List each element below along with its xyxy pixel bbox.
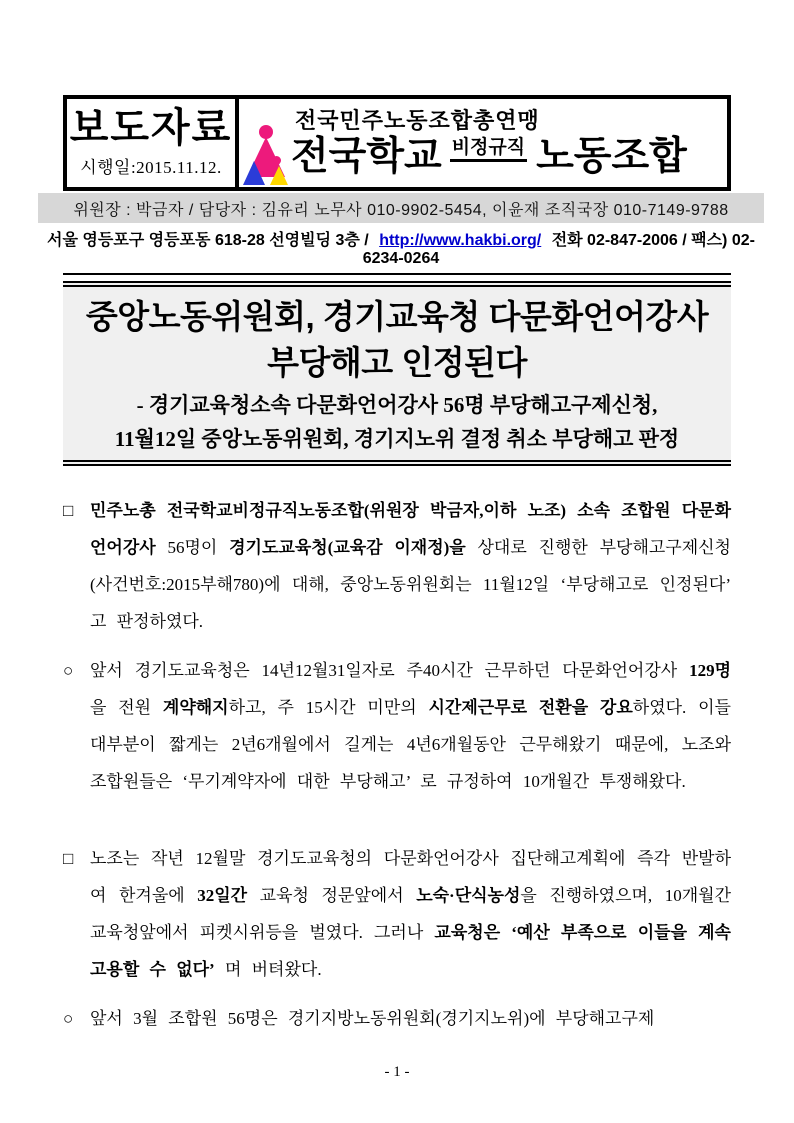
contact-bar: 위원장 : 박금자 / 담당자 : 김유리 노무사 010-9902-5454, 이윤재 조직국장 010-7149-9788: [38, 193, 764, 223]
emphasized-text: 계약해지: [162, 698, 229, 717]
body-text-segment: 며 버텨왔다.: [214, 960, 322, 979]
paragraph-bullet: □: [63, 501, 74, 520]
paragraph-bullet: ○: [63, 1009, 74, 1028]
logo-blue-figure: [243, 161, 265, 185]
banner-subtitle-line2: 11월12일 중앙노동위원회, 경기지노위 결정 취소 부당해고 판정: [114, 427, 680, 451]
body-text-segment: 노조는 작년 12월말 경기도교육청의 다문화언어강사 집단해고계획에 즉각 반발하여 한겨울에: [90, 849, 731, 905]
address-row: [38, 227, 764, 268]
body-text-segment: 교육청 정문앞에서: [247, 886, 417, 905]
emphasized-text: 129명: [689, 661, 731, 680]
issue-date: 시행일:2015.11.12.: [80, 158, 222, 177]
logo-yellow-figure: [270, 166, 288, 185]
paragraph-bullet: ○: [63, 661, 74, 680]
emphasized-text: 교육청은 ‘예산 부족으로 이들을 계속 고용할 수 없다’: [90, 923, 731, 979]
union-website-link[interactable]: http://www.hakbi.org/: [379, 232, 542, 249]
federation-name: 전국민주노동조합총연맹: [295, 108, 540, 133]
banner-subtitle-line1: - 경기교육청소속 다문화언어강사 56명 부당해고구제신청,: [136, 393, 658, 417]
address-prefix: 서울 영등포구 영등포동 618-28 선영빌딩 3층 /: [47, 232, 369, 249]
logo-pink-head: [259, 125, 273, 139]
press-release-title: 보도자료: [69, 106, 233, 150]
paragraph-bullet: □: [63, 849, 74, 868]
emphasized-text: 노숙·단식농성: [416, 886, 521, 905]
union-name-part2: 비정규직: [450, 138, 527, 162]
body-paragraph: [63, 492, 731, 640]
body-text-segment: 56명이: [155, 538, 230, 557]
body-paragraph: [63, 840, 731, 988]
emphasized-text: 시간제근무로 전환을 강요: [428, 698, 633, 717]
union-name-part3: 노동조합: [536, 135, 687, 178]
union-logo-icon: [243, 125, 291, 185]
union-name: [291, 137, 727, 176]
body-text-segment: 을 전원: [90, 698, 163, 717]
body-paragraphs: [63, 492, 731, 1037]
emphasized-text: 민주노총 전국학교비정규직노동조합(위원장 박금자,이하 노조) 소속 조합원 다문화언어강사: [90, 501, 731, 557]
banner-title-line2: 부당해고 인정된다: [267, 344, 527, 381]
header-box: [63, 95, 731, 191]
page-number: - 1 -: [384, 1064, 410, 1080]
body-text-segment: 앞서 경기도교육청은 14년12월31일자로 주40시간 근무하던 다문화언어강사: [90, 661, 690, 680]
body-text-segment: 하고, 주 15시간 미만의: [228, 698, 429, 717]
body-text-segment: 상대로 진행한 부당해고구제신청(사건번호:2015부해780)에 대해, 중앙노동위원회는 11월12일 ‘부당해고로 인정된다’ 고 판정하였다.: [90, 538, 731, 631]
body-paragraph: [63, 1000, 731, 1037]
union-name-part1: 전국학교: [291, 135, 442, 178]
banner-title-line1: 중앙노동위원회, 경기교육청 다문화언어강사: [85, 298, 709, 335]
union-identity-cell: [239, 99, 727, 187]
body-text-segment: 앞서 3월 조합원 56명은 경기지방노동위원회(경기지노위)에 부당해고구제: [90, 1009, 655, 1028]
body-paragraph: [63, 652, 731, 800]
address-suffix: 전화 02-847-2006 / 팩스) 02-6234-0264: [362, 232, 755, 267]
emphasized-text: 32일간: [197, 886, 248, 905]
emphasized-text: 경기도교육청(교육감 이재정)을: [229, 538, 466, 557]
logo-yellow-figure-head: [272, 156, 281, 165]
body-text-segment: 을 진행하였으며, 10개월간 교육청앞에서 피켓시위등을 벌였다. 그러나: [90, 886, 731, 942]
body-text-segment: 하였다. 이들 대부분이 짧게는 2년6개월에서 길게는 4년6개월동안 근무해왔기 때문에, 노조와 조합원들은 ‘무기계약자에 대한 부당해고’ 로 규정하여 10개월간 투쟁해왔다.: [90, 698, 731, 791]
header-divider-rule: [63, 273, 731, 275]
title-banner: [63, 281, 731, 466]
press-release-cell: [67, 99, 239, 187]
